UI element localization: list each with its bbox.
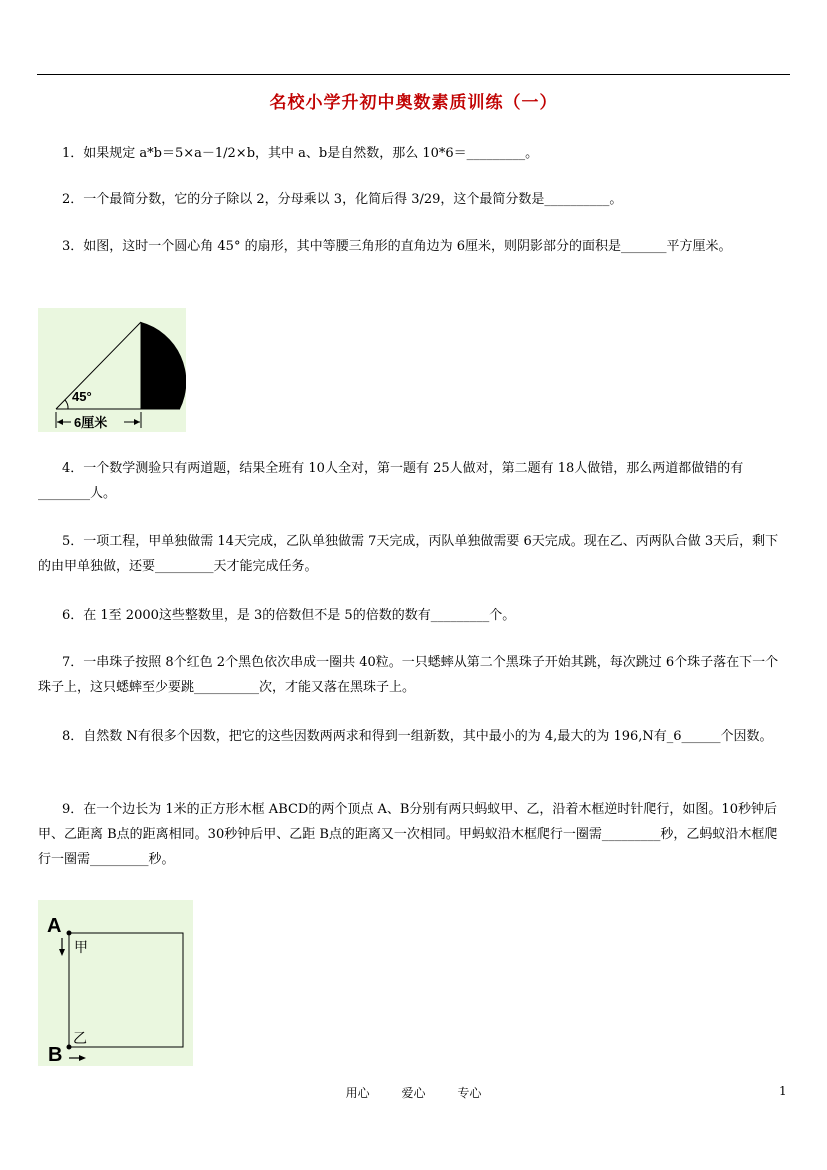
question-9: 9．在一个边长为 1米的正方形木框 ABCD的两个顶点 A、B分别有两只蚂蚁甲、乙，沿着木框逆时针爬行，如图。10秒钟后甲、乙距离 B点的距离相同。30秒钟后甲、乙距 B点的距离又一次相同。甲蚂蚁沿木框爬行一圈需_________秒，乙蚂蚁沿木框爬行一圈需_________秒。 [38, 802, 778, 867]
hypotenuse-line [56, 322, 141, 409]
question-1: 1．如果规定 a*b＝5×a－1/2×b，其中 a、b是自然数，那么 10*6＝_________。 [62, 146, 539, 161]
page-number: 1 [779, 1084, 787, 1098]
header-rule [37, 74, 790, 75]
footer [0, 1084, 827, 1101]
angle-label: 45° [72, 389, 92, 404]
sector-figure [38, 308, 186, 432]
question-7: 7．一串珠子按照 8个红色 2个黑色依次串成一圈共 40粒。一只蟋蟀从第二个黑珠子开始其跳，每次跳过 6个珠子落在下一个珠子上，这只蟋蟀至少要跳__________次，才能又落在黑珠子上。 [38, 655, 779, 695]
point-b-dot [67, 1045, 72, 1050]
square-figure [38, 900, 193, 1066]
square-diagram [38, 900, 193, 1066]
shaded-region [141, 322, 186, 409]
label-yi: 乙 [73, 1031, 87, 1047]
arrowhead-right-icon [134, 419, 140, 425]
label-b: B [48, 1044, 63, 1066]
angle-arc [65, 400, 68, 409]
question-4: 4．一个数学测验只有两道题，结果全班有 10人全对，第一题有 25人做对，第二题有 18人做错，那么两道都做错的有________人。 [38, 461, 744, 501]
question-3: 3．如图，这时一个圆心角 45° 的扇形，其中等腰三角形的直角边为 6厘米，则阴影部分的面积是_______平方厘米。 [62, 239, 732, 254]
question-6: 6．在 1至 2000这些整数里，是 3的倍数但不是 5的倍数的数有_________个。 [62, 608, 516, 623]
label-jia: 甲 [74, 940, 88, 956]
length-label: 6厘米 [74, 415, 108, 430]
arrow-down-icon [59, 949, 65, 956]
arrowhead-left-icon [57, 419, 63, 425]
page-title: 名校小学升初中奥数素质训练（一） [269, 93, 558, 113]
question-5: 5．一项工程，甲单独做需 14天完成，乙队单独做需 7天完成，丙队单独做需要 6天完成。现在乙、丙两队合做 3天后，剩下的由甲单独做，还要_________天才能完成任务。 [38, 534, 779, 574]
question-2: 2．一个最简分数，它的分子除以 2，分母乘以 3，化简后得 3/29，这个最简分数是__________。 [62, 192, 623, 207]
footer-item: 用心 [345, 1086, 370, 1100]
arrow-right-icon [79, 1055, 86, 1061]
footer-item: 专心 [457, 1086, 482, 1100]
label-a: A [47, 915, 62, 937]
sector-diagram [38, 308, 186, 432]
question-8: 8．自然数 N有很多个因数，把它的这些因数两两求和得到一组新数，其中最小的为 4,最大的为 196,N有_6______个因数。 [62, 729, 773, 744]
point-a-dot [67, 931, 72, 936]
footer-item: 爱心 [401, 1086, 426, 1100]
